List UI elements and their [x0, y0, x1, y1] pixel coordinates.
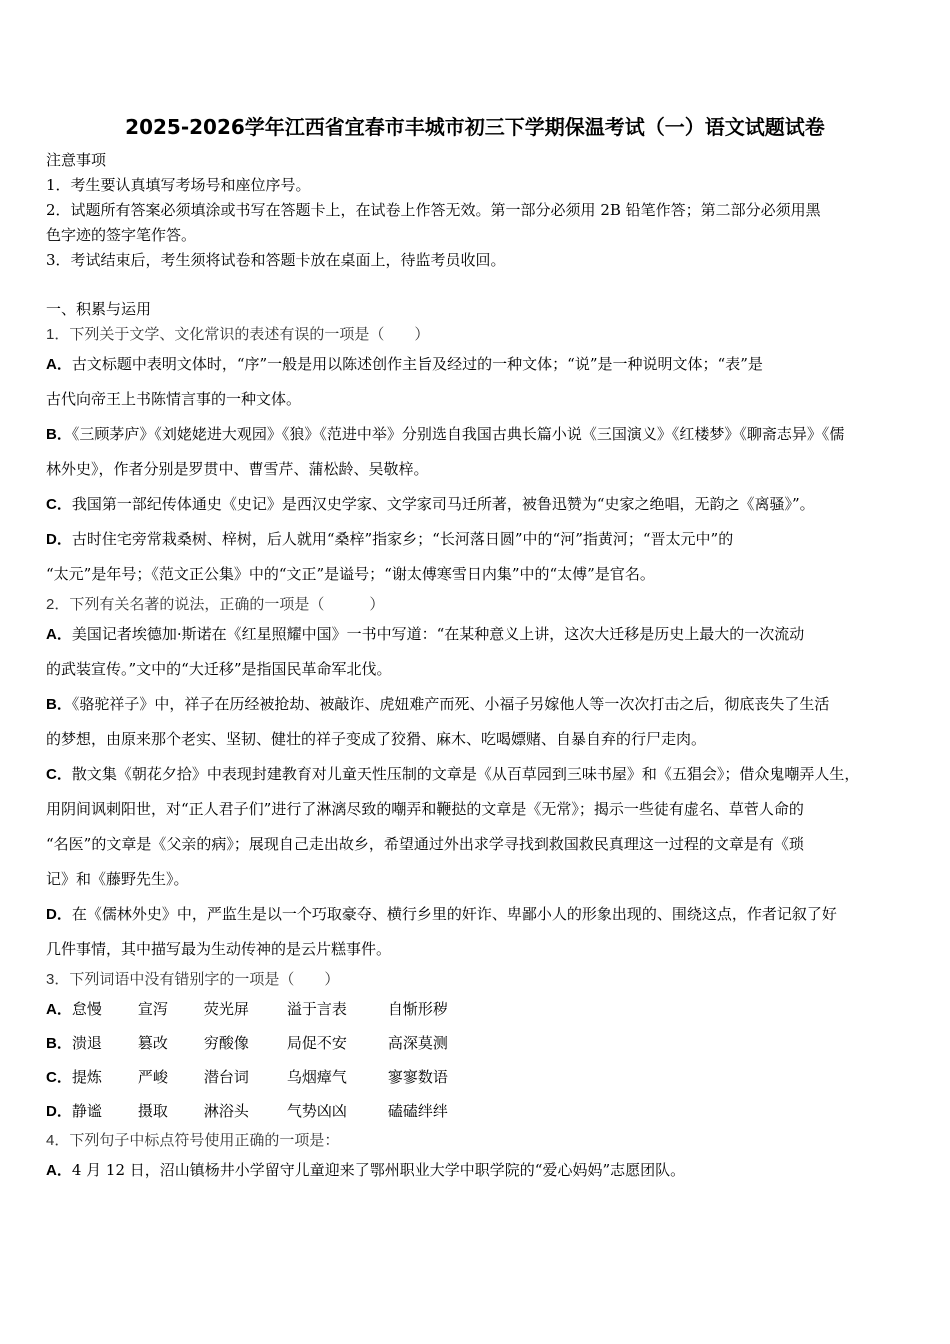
option-line: A．古文标题中表明文体时，“序”一般是用以陈述创作主旨及经过的一种文体；“说”是一种说明文体；“表”是: [46, 355, 763, 373]
question-2: [46, 592, 912, 967]
option-line: 的梦想，由原来那个老实、坚韧、健壮的祥子变成了狡猾、麻木、吃喝嫖赌、自暴自弃的行尸走肉。: [46, 730, 707, 748]
option-line: 林外史》，作者分别是罗贯中、曹雪芹、蒲松龄、吴敬梓。: [46, 460, 429, 478]
notice-heading: 注意事项: [46, 151, 107, 169]
option-line: C．我国第一部纪传体通史《史记》是西汉史学家、文学家司马迁所著，被鲁迅赞为“史家之绝唱，无韵之《离骚》”。: [46, 495, 815, 513]
option-line: B．《三顾茅庐》《刘姥姥进大观园》《狼》《范进中举》分别选自我国古典长篇小说《三国演义》《红楼梦》《聊斋志异》《儒: [46, 425, 845, 443]
option-line: D．古时住宅旁常栽桑树、梓树，后人就用“桑梓”指家乡；“长河落日圆”中的“河”指黄河；“晋太元中”的: [46, 530, 734, 548]
option-line: D．静谧 摄取 淋浴头 气势凶凶 磕磕绊绊: [46, 1102, 448, 1120]
question-3: [46, 967, 912, 1128]
option-line: C．散文集《朝花夕拾》中表现封建教育对儿童天性压制的文章是《从百草园到三味书屋》和《五猖会》；借众鬼嘲弄人生，: [46, 765, 860, 783]
option-line: B．溃退 篡改 穷酸像 局促不安 高深莫测: [46, 1034, 448, 1052]
notice-block: [46, 148, 912, 273]
notice-item: 色字迹的签字笔作答。: [46, 226, 197, 244]
question-4: [46, 1128, 912, 1188]
question-stem: 2．下列有关名著的说法，正确的一项是（ ）: [46, 596, 385, 613]
option-line: 几件事情，其中描写最为生动传神的是云片糕事件。: [46, 940, 392, 958]
question-stem: 1．下列关于文学、文化常识的表述有误的一项是（ ）: [46, 326, 430, 343]
page-title: 2025-2026学年江西省宜春市丰城市初三下学期保温考试（一）语文试题试卷: [125, 115, 825, 139]
option-line: 用阴间讽刺阳世，对“正人君子们”进行了淋漓尽致的嘲弄和鞭挞的文章是《无常》；揭示一些徒有虚名、草菅人命的: [46, 800, 804, 818]
question-1: [46, 322, 912, 592]
option-line: 古代向帝王上书陈情言事的一种文体。: [46, 390, 302, 408]
question-stem: 3．下列词语中没有错别字的一项是（ ）: [46, 971, 340, 988]
notice-item: 2．试题所有答案必须填涂或书写在答题卡上，在试卷上作答无效。第一部分必须用 2B 铅笔作答；第二部分必须用黑: [46, 201, 821, 219]
option-line: 记》和《藤野先生》。: [46, 870, 189, 888]
option-line: C．提炼 严峻 潜台词 乌烟瘴气 寥寥数语: [46, 1068, 448, 1086]
option-line: B．《骆驼祥子》中，祥子在历经被抢劫、被敲诈、虎妞难产而死、小福子另嫁他人等一次次打击之后，彻底丧失了生活: [46, 695, 830, 713]
option-line: D．在《儒林外史》中，严监生是以一个巧取豪夺、横行乡里的奸诈、卑鄙小人的形象出现的、围绕这点，作者记叙了好: [46, 905, 837, 923]
option-line: A．4 月 12 日，沼山镇杨井小学留守儿童迎来了鄂州职业大学中职学院的“爱心妈妈”志愿团队。: [46, 1161, 686, 1179]
section-heading: 一、积累与运用: [46, 300, 152, 318]
notice-item: 1．考生要认真填写考场号和座位序号。: [46, 176, 311, 194]
option-line: 的武装宣传。”文中的“大迁移”是指国民革命军北伐。: [46, 660, 392, 678]
option-line: A．美国记者埃德加·斯诺在《红星照耀中国》一书中写道：“在某种意义上讲，这次大迁移是历史上最大的一次流动: [46, 625, 805, 643]
option-line: “太元”是年号；《范文正公集》中的“文正”是谥号；“谢太傅寒雪日内集”中的“太傅”是官名。: [46, 565, 655, 583]
option-line: “名医”的文章是《父亲的病》；展现自己走出故乡，希望通过外出求学寻找到救国救民真理这一过程的文章是有《琐: [46, 835, 804, 853]
exam-content: [46, 148, 912, 1188]
question-stem: 4．下列句子中标点符号使用正确的一项是：: [46, 1132, 340, 1149]
notice-item: 3．考试结束后，考生须将试卷和答题卡放在桌面上，待监考员收回。: [46, 251, 506, 269]
option-line: A．怠慢 宣泻 荧光屏 溢于言表 自惭形秽: [46, 1000, 448, 1018]
